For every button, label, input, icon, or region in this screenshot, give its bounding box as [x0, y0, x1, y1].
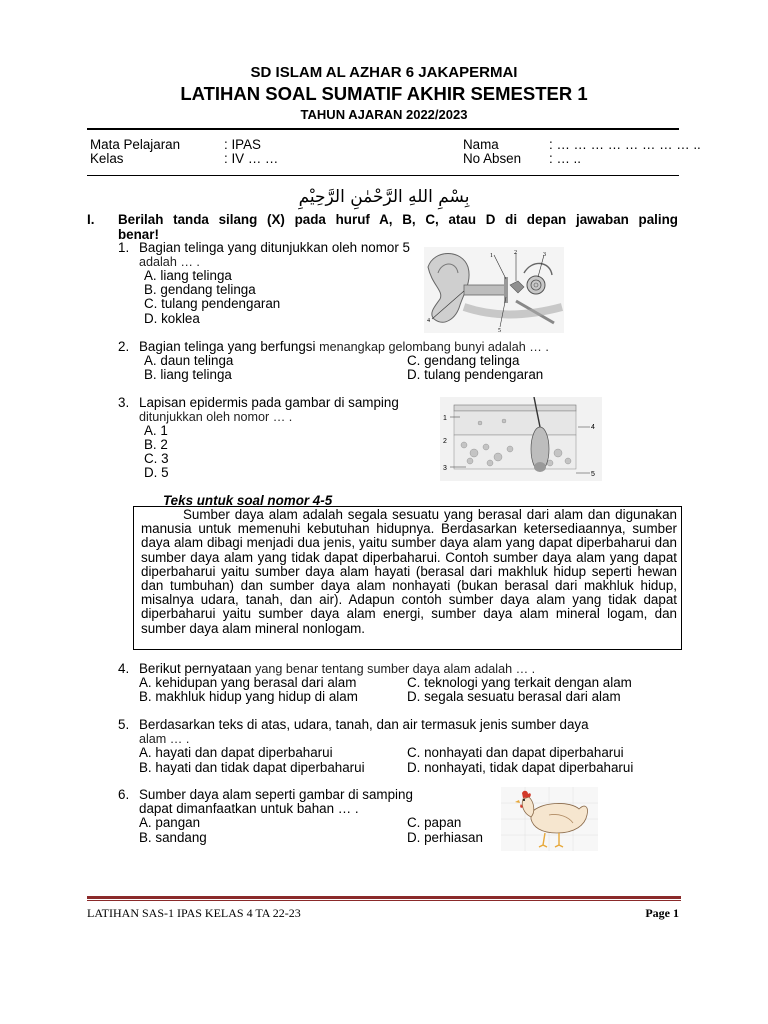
skin-label-4: 4	[591, 424, 595, 431]
passage-title: Teks untuk soal nomor 4-5	[163, 493, 333, 508]
option-a[interactable]: A. pangan	[139, 815, 201, 830]
class-label: Kelas	[90, 151, 124, 166]
instruction-line2: benar!	[118, 227, 159, 242]
question-number: 4.	[118, 661, 130, 676]
question-text-cont: adalah … .	[139, 255, 200, 269]
question-text-cont: ditunjukkan oleh nomor … .	[139, 410, 293, 424]
option-d[interactable]: D. nonhayati, tidak dapat diperbaharui	[407, 760, 634, 775]
option-a[interactable]: A. hayati dan dapat diperbaharui	[139, 745, 333, 760]
option-d[interactable]: D. koklea	[144, 311, 200, 326]
school-name: SD ISLAM AL AZHAR 6 JAKAPERMAI	[250, 64, 518, 81]
option-d[interactable]: D. tulang pendengaran	[407, 367, 544, 382]
question-number: 6.	[118, 787, 130, 802]
option-d[interactable]: D. perhiasan	[407, 830, 483, 845]
ear-label-4: 4	[427, 318, 430, 324]
footer-divider	[87, 896, 681, 899]
option-c[interactable]: C. gendang telinga	[407, 353, 520, 368]
option-b[interactable]: B. gendang telinga	[144, 282, 256, 297]
absen-value: : … ..	[549, 151, 581, 166]
section-instruction	[118, 212, 678, 242]
question-number: 5.	[118, 717, 130, 732]
footer-document-label: LATIHAN SAS-1 IPAS KELAS 4 TA 22-23	[87, 906, 301, 920]
option-a[interactable]: A. daun telinga	[144, 353, 234, 368]
skin-label-1: 1	[443, 415, 447, 422]
page-header	[0, 64, 768, 123]
question-text-part1: Berikut pernyataan	[139, 661, 256, 676]
question-text-cont: dapat dimanfaatkan untuk bahan … .	[139, 801, 359, 816]
question-text-part2: menangkap gelombang bunyi adalah … .	[319, 340, 549, 354]
option-d[interactable]: D. segala sesuatu berasal dari alam	[407, 689, 621, 704]
skin-label-2: 2	[443, 438, 447, 445]
question-text-part2: yang benar tentang sumber daya alam adalah … .	[255, 662, 536, 676]
option-b[interactable]: B. 2	[144, 437, 168, 452]
option-a[interactable]: A. 1	[144, 423, 168, 438]
option-b[interactable]: B. hayati dan tidak dapat diperbaharui	[139, 760, 365, 775]
instruction-line1: Berilah tanda silang (X) pada huruf A, B, C, atau D di depan jawaban paling	[118, 212, 678, 227]
question-number: 2.	[118, 339, 130, 354]
option-c[interactable]: C. 3	[144, 451, 169, 466]
chicken-image	[501, 787, 598, 851]
option-b[interactable]: B. makhluk hidup yang hidup di alam	[139, 689, 358, 704]
class-value: : IV … …	[224, 151, 279, 166]
name-label: Nama	[463, 137, 499, 152]
option-b[interactable]: B. sandang	[139, 830, 207, 845]
skin-label-5: 5	[591, 471, 595, 478]
info-divider	[87, 175, 679, 176]
reading-passage-box	[133, 506, 682, 650]
ear-label-1: 1	[490, 253, 493, 259]
footer-divider-thin	[87, 900, 681, 901]
subject-value: : IPAS	[224, 137, 261, 152]
question-number: 3.	[118, 395, 130, 410]
bismillah-text: بِسْمِ اللهِ الرَّحْمٰنِ الرَّحِيْمِ	[298, 187, 470, 207]
option-a[interactable]: A. kehidupan yang berasal dari alam	[139, 675, 357, 690]
ear-label-5: 5	[498, 328, 501, 333]
option-b[interactable]: B. liang telinga	[144, 367, 232, 382]
option-a[interactable]: A. liang telinga	[144, 268, 232, 283]
header-divider	[87, 128, 679, 130]
name-value: : … … … … … … … … ..	[549, 137, 701, 152]
exam-title: LATIHAN SOAL SUMATIF AKHIR SEMESTER 1	[180, 83, 588, 104]
question-text: Bagian telinga yang ditunjukkan oleh nomor 5	[139, 240, 410, 255]
ear-label-3: 3	[543, 252, 546, 258]
option-d[interactable]: D. 5	[144, 465, 169, 480]
option-c[interactable]: C. teknologi yang terkait dengan alam	[407, 675, 632, 690]
ear-anatomy-image	[424, 247, 564, 333]
option-c[interactable]: C. tulang pendengaran	[144, 296, 281, 311]
question-number: 1.	[118, 240, 130, 255]
ear-label-2: 2	[514, 250, 517, 256]
section-number: I.	[87, 212, 95, 227]
question-text-part1: Bagian telinga yang berfungsi	[139, 339, 320, 354]
skin-label-3: 3	[443, 465, 447, 472]
page-number: Page 1	[645, 906, 679, 920]
absen-label: No Absen	[463, 151, 522, 166]
question-text: Sumber daya alam seperti gambar di samping	[139, 787, 413, 802]
subject-label: Mata Pelajaran	[90, 137, 181, 152]
bismillah-calligraphy	[260, 180, 508, 210]
option-c[interactable]: C. papan	[407, 815, 462, 830]
skin-layers-image	[440, 397, 602, 481]
question-text: Berdasarkan teks di atas, udara, tanah, dan air termasuk jenis sumber daya	[139, 717, 589, 732]
passage-text: Sumber daya alam adalah segala sesuatu yang berasal dari alam dan digunakan manusia untuk memenuhi kebutuhan hidupnya. Berdasarkan ketersediaannya, sumber daya alam dibagi menjadi dua jenis, yaitu sumber daya alam yang dapat diperbaharui dan sumber daya alam yang tidak dapat diperbaharui. Contoh sumber daya alam yang dapat diperbaharui yaitu sumber daya alam hayati (berasal dari makhluk hidup seperti hewan dan tumbuhan) dan sumber daya alam nonhayati (bukan berasal dari makhluk hidup, misalnya udara, tanah, dan air). Adapun contoh sumber daya alam yang tidak dapat diperbaharui yaitu sumber daya alam energi, sumber daya alam mineral logam, dan sumber daya alam mineral nonlogam.	[141, 507, 677, 636]
question-text-cont: alam … .	[139, 732, 190, 746]
question-text: Lapisan epidermis pada gambar di samping	[139, 395, 399, 410]
academic-year: TAHUN AJARAN 2022/2023	[300, 107, 468, 122]
option-c[interactable]: C. nonhayati dan dapat diperbaharui	[407, 745, 624, 760]
